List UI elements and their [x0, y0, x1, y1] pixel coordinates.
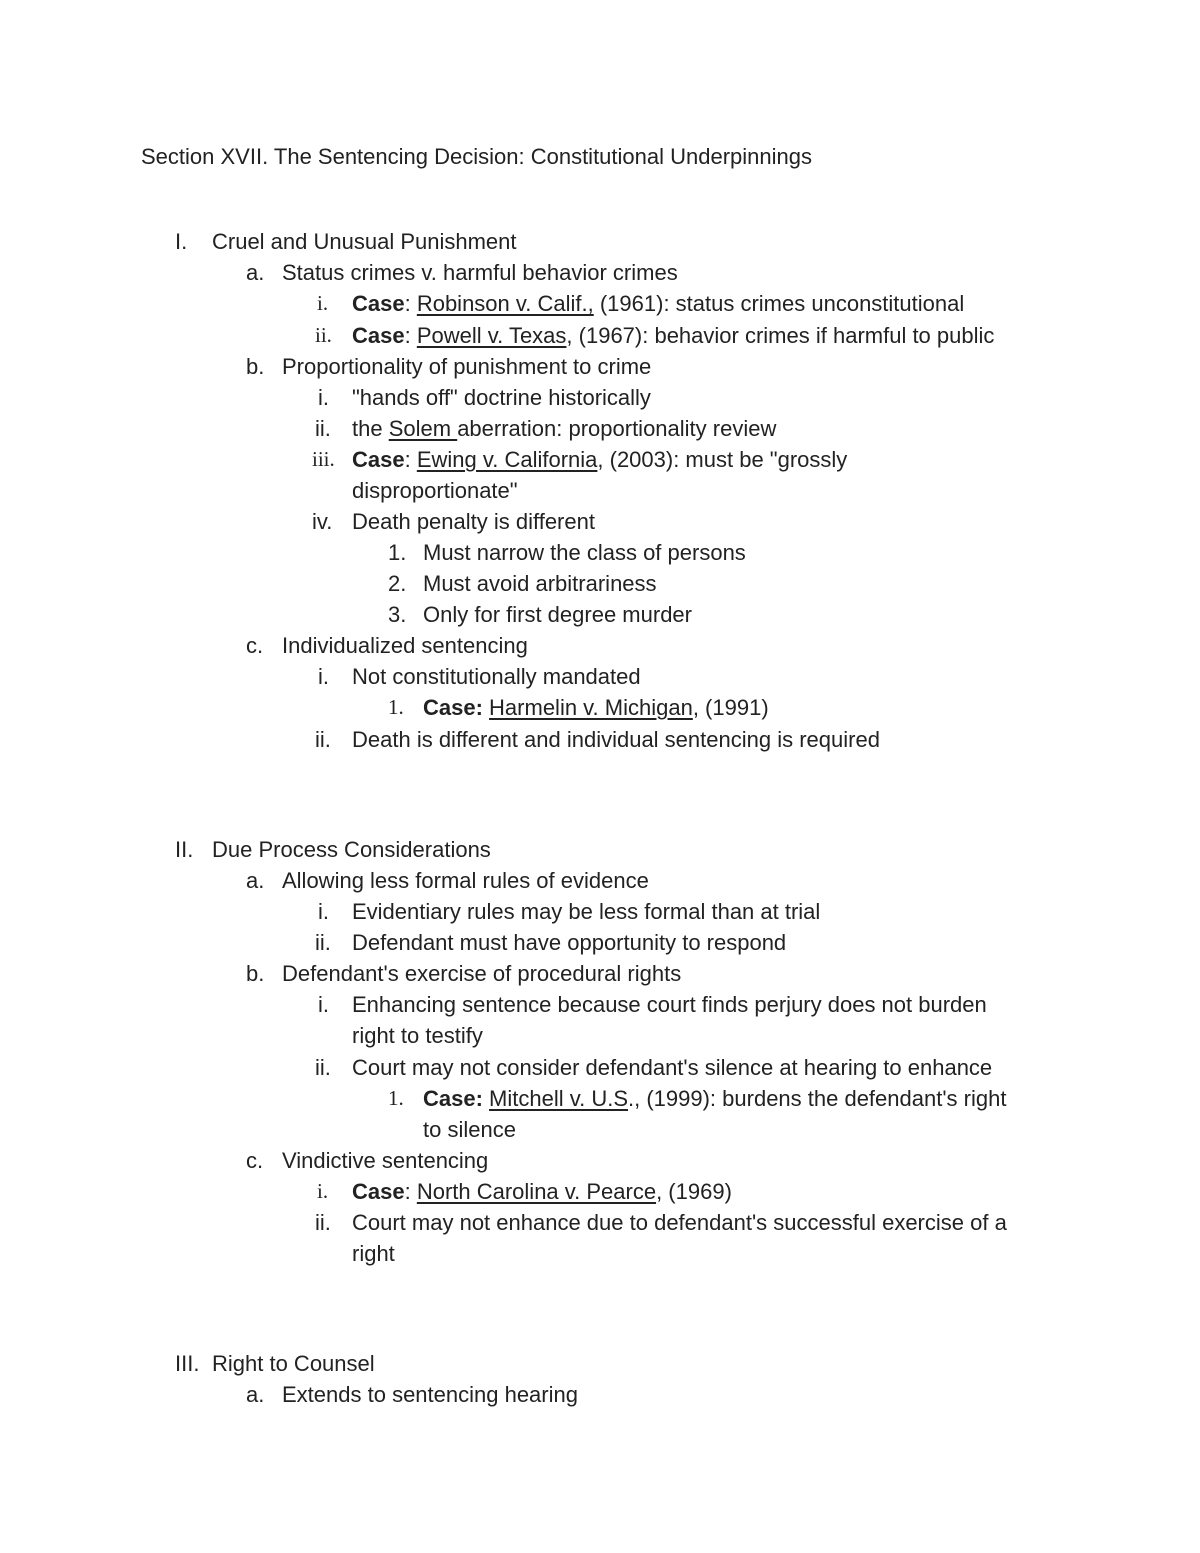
outline-marker: i.: [318, 664, 329, 689]
case-detail: ., (1999): burdens the defendant's right: [628, 1086, 1007, 1111]
outline-marker: 1.: [388, 1086, 404, 1110]
outline-marker: i.: [318, 992, 329, 1017]
case-citation: [352, 444, 847, 475]
outline-item: Court may not enhance due to defendant's successful exercise of a: [352, 1210, 1007, 1235]
separator: :: [404, 323, 417, 348]
case-label: Case: [352, 291, 405, 316]
case-citation: [352, 288, 964, 319]
outline-item: Status crimes v. harmful behavior crimes: [282, 260, 678, 285]
outline-item: Not constitutionally mandated: [352, 664, 641, 689]
outline-marker: ii.: [315, 727, 331, 752]
page-title: Section XVII. The Sentencing Decision: Constitutional Underpinnings: [141, 144, 812, 169]
continuation-line: disproportionate": [352, 478, 518, 503]
outline-item: Individualized sentencing: [282, 633, 528, 658]
outline-marker: b.: [246, 354, 265, 379]
outline-marker: iv.: [312, 509, 333, 534]
outline-marker: i.: [317, 1179, 329, 1203]
case-name: Mitchell v. U.S: [489, 1086, 628, 1111]
outline-marker: I.: [175, 229, 188, 254]
case-detail: , (1969): [656, 1179, 732, 1204]
outline-marker: c.: [246, 1148, 264, 1173]
case-name: North Carolina v. Pearce: [416, 1179, 657, 1204]
separator: :: [404, 1179, 417, 1204]
case-label: Case: [352, 323, 405, 348]
outline-marker: i.: [317, 291, 329, 315]
continuation-line: to silence: [423, 1117, 516, 1142]
case-label: Case:: [423, 1086, 483, 1111]
outline-marker: a.: [246, 1382, 265, 1407]
case-citation: [352, 1176, 732, 1207]
outline-item: [352, 413, 776, 444]
case-name: Harmelin v. Michigan: [489, 695, 693, 720]
outline-marker: ii.: [315, 930, 331, 955]
outline-item: "hands off" doctrine historically: [352, 385, 651, 410]
section-heading: Due Process Considerations: [212, 837, 491, 862]
outline-marker: i.: [318, 385, 329, 410]
outline-item: Only for first degree murder: [423, 602, 692, 627]
outline-item: Proportionality of punishment to crime: [282, 354, 652, 379]
outline-marker: ii.: [315, 1210, 331, 1235]
outline-marker: ii.: [315, 323, 332, 347]
case-label: Case: [352, 447, 405, 472]
continuation-line: right to testify: [352, 1023, 483, 1048]
outline-item: Vindictive sentencing: [282, 1148, 489, 1173]
outline-marker: b.: [246, 961, 265, 986]
outline-marker: 3.: [388, 602, 407, 627]
case-name: Powell v. Texas: [416, 323, 567, 348]
case-name: Robinson v. Calif.,: [416, 291, 594, 316]
outline-marker: c.: [246, 633, 264, 658]
outline-marker: 1.: [388, 695, 404, 719]
case-detail: (1961): status crimes unconstitutional: [593, 291, 965, 316]
case-citation: [423, 692, 769, 723]
outline-item: Allowing less formal rules of evidence: [282, 868, 649, 893]
outline-item: Must avoid arbitrariness: [423, 571, 657, 596]
outline-item: Extends to sentencing hearing: [282, 1382, 578, 1407]
outline-item: Death penalty is different: [352, 509, 595, 534]
outline-item: Evidentiary rules may be less formal than at trial: [352, 899, 821, 924]
outline-marker: III.: [175, 1351, 200, 1376]
outline-marker: 1.: [388, 540, 407, 565]
outline-marker: ii.: [315, 1055, 331, 1080]
separator: :: [404, 291, 417, 316]
outline-item: Court may not consider defendant's silence at hearing to enhance: [352, 1055, 993, 1080]
case-name: Solem: [388, 416, 458, 441]
text-prefix: the: [352, 416, 389, 441]
outline-item: Defendant's exercise of procedural rights: [282, 961, 682, 986]
separator: :: [404, 447, 417, 472]
outline-marker: a.: [246, 868, 265, 893]
case-detail: aberration: proportionality review: [457, 416, 777, 441]
outline-marker: ii.: [315, 416, 331, 441]
outline-marker: iii.: [312, 447, 335, 471]
case-citation: [423, 1083, 1006, 1114]
continuation-line: right: [352, 1241, 395, 1266]
case-detail: , (1991): [692, 695, 769, 720]
section-heading: Right to Counsel: [212, 1351, 375, 1376]
case-detail: , (2003): must be "grossly: [597, 447, 848, 472]
outline-marker: a.: [246, 260, 265, 285]
outline-marker: 2.: [388, 571, 407, 596]
case-label: Case:: [423, 695, 483, 720]
case-label: Case: [352, 1179, 405, 1204]
outline-item: Defendant must have opportunity to respond: [352, 930, 787, 955]
outline-item: Must narrow the class of persons: [423, 540, 746, 565]
outline-marker: i.: [318, 899, 329, 924]
outline-marker: II.: [175, 837, 194, 862]
section-heading: Cruel and Unusual Punishment: [212, 229, 517, 254]
outline-item: Death is different and individual sentencing is required: [352, 727, 880, 752]
case-name: Ewing v. California: [416, 447, 598, 472]
outline-item: Enhancing sentence because court finds perjury does not burden: [352, 992, 987, 1017]
case-citation: [352, 320, 994, 351]
case-detail: , (1967): behavior crimes if harmful to public: [566, 323, 995, 348]
